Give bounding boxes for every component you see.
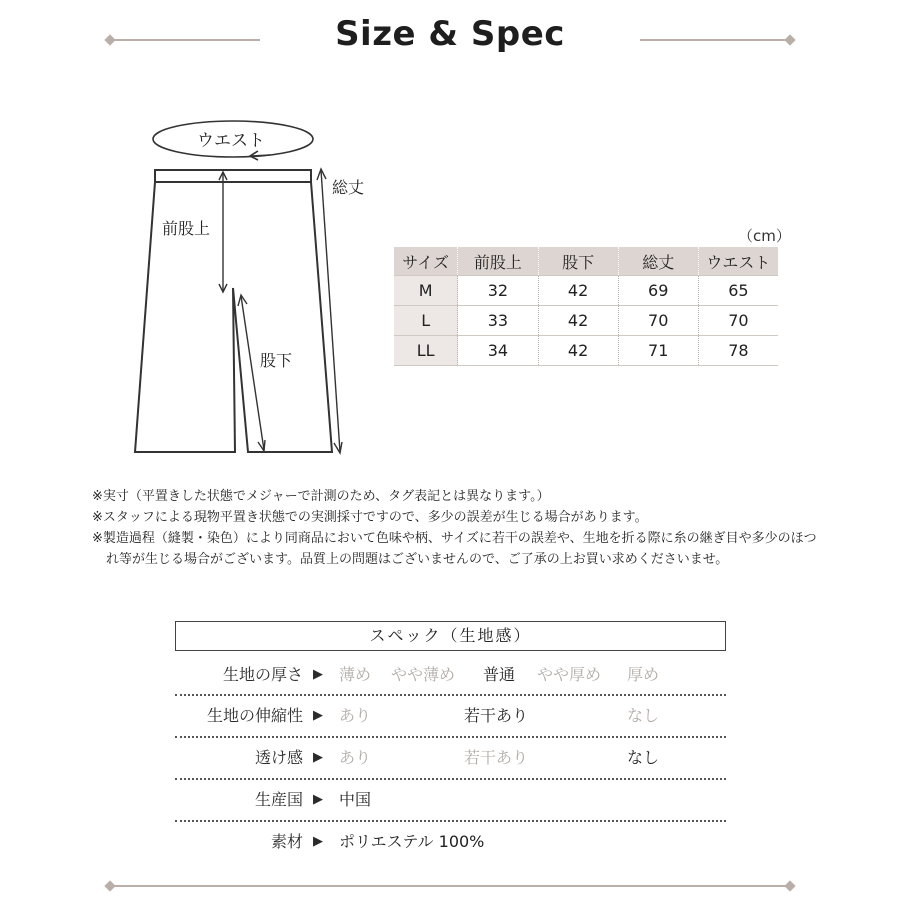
table-cell: 42 [538,336,618,366]
table-cell: 65 [698,276,778,306]
size-cell: L [394,306,458,336]
option-slightly-thin: やや薄め [391,665,456,684]
size-cell: M [394,276,458,306]
note-item: ※スタッフによる現物平置き状態での実測採寸ですので、多少の誤差が生じる場合があります。 [92,510,648,525]
waist-arrow [252,155,270,156]
unit-label: （cm） [738,227,791,245]
decor-diamond-bottom-right [784,880,795,891]
option-slight-selected: 若干あり [464,706,529,725]
table-header-row [394,247,778,276]
table-cell: 69 [618,276,698,306]
option-slightly-thick: やや厚め [537,665,602,684]
option-yes: あり [339,748,372,767]
page-title: Size & Spec [335,14,565,54]
option-no: なし [627,706,660,725]
size-table [394,247,778,366]
spec-row-origin [175,780,726,820]
spec-title: スペック（生地感） [175,621,726,651]
option-thin: 薄め [339,665,372,684]
length-arrow [321,170,340,452]
option-no-selected: なし [627,748,660,767]
note-item: ※製造過程（縫製・染色）により同商品において色味や柄、サイズに若干の誤差や、生地を折る際に糸の継ぎ目や多少のほつれ等が生じる場合がございます。品質上の問題はございませんので、ご了承の上お買い求めくださいませ。 [92,531,817,567]
arrow-right-icon: ▶ [313,667,323,682]
spec-label: 生産国 [254,790,303,809]
arrow-right-icon: ▶ [313,792,323,807]
header-size: サイズ [394,247,458,276]
header-length: 総丈 [618,247,698,276]
waist-label: ウエスト [197,131,265,151]
arrow-right-icon: ▶ [313,834,323,849]
spec-label: 素材 [270,832,303,851]
spec-row-thickness [175,655,726,695]
decor-line-bottom [114,885,786,887]
note-item: ※実寸（平置きした状態でメジャーで計測のため、タグ表記とは異なります。） [92,489,550,504]
table-cell: 32 [458,276,538,306]
table-cell: 71 [618,336,698,366]
table-row [394,306,778,336]
waistband [155,170,311,182]
length-label: 総丈 [332,178,365,197]
spec-label: 透け感 [254,748,303,767]
rise-label: 前股上 [162,219,211,238]
spec-label: 生地の厚さ [222,665,303,684]
origin-value: 中国 [339,790,372,809]
header-waist: ウエスト [698,247,778,276]
header-rise: 前股上 [458,247,538,276]
table-cell: 42 [538,306,618,336]
pants-diagram [120,110,380,470]
table-cell: 33 [458,306,538,336]
table-cell: 70 [698,306,778,336]
decor-line-right [640,39,786,41]
spec-label: 生地の伸縮性 [206,706,303,725]
option-yes: あり [339,706,372,725]
table-row [394,336,778,366]
option-slight: 若干あり [464,748,529,767]
option-normal-selected: 普通 [483,665,516,684]
table-cell: 70 [618,306,698,336]
table-cell: 34 [458,336,538,366]
material-value: ポリエステル 100% [339,832,485,851]
spec-row-stretch [175,696,726,736]
inseam-label: 股下 [260,351,293,370]
table-cell: 78 [698,336,778,366]
header-inseam: 股下 [538,247,618,276]
inseam-arrow [241,296,264,450]
arrow-right-icon: ▶ [313,750,323,765]
spec-row-sheerness [175,738,726,778]
arrow-right-icon: ▶ [313,708,323,723]
size-cell: LL [394,336,458,366]
table-cell: 42 [538,276,618,306]
notes-section [92,486,822,570]
spec-row-material [175,822,726,862]
table-row [394,276,778,306]
option-thick: 厚め [627,665,660,684]
